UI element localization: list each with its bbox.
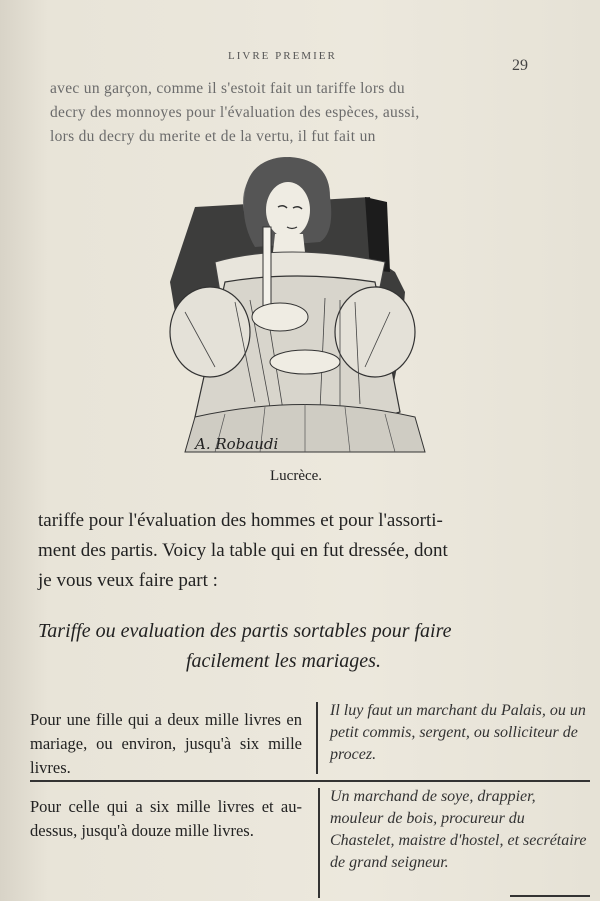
table-column-divider (316, 702, 318, 774)
lucrece-engraving (155, 152, 455, 462)
text-line: lors du decry du merite et de la vertu, il fut fait un (50, 128, 376, 145)
text-line: avec un garçon, comme il s'estoit fait un tariffe lors du (50, 80, 405, 97)
table-bottom-rule (510, 895, 590, 897)
table-cell-left: Pour celle qui a six mille livres et au-dessus, jusqu'à douze mille livres. (30, 797, 302, 840)
text-line: ment des partis. Voicy la table qui en fut dressée, dont (38, 540, 448, 561)
text-line: tariffe pour l'évaluation des hommes et pour l'assorti- (38, 510, 443, 531)
text-line: decry des monnoyes pour l'évaluation des espèces, aussi, (50, 104, 420, 121)
table-cell-left: Pour une fille qui a deux mille livres en mariage, ou environ, jusqu'à six mille livres. (30, 710, 302, 777)
table-cell-right: Un marchand de soye, drappier, mouleur de bois, procureur du Chastelet, maistre d'hostel, et secrétaire de grand seigneur. (330, 788, 587, 871)
artist-signature: A. Robaudi (195, 435, 279, 453)
table-row-divider (30, 780, 590, 782)
table-column-divider (318, 788, 320, 898)
table-title: Tariffe ou evaluation des partis sortables pour faire (38, 620, 452, 642)
page-number: 29 (512, 57, 528, 74)
table-title-line2: facilement les mariages. (186, 650, 381, 672)
text-line: je vous veux faire part : (38, 570, 218, 591)
illustration-caption: Lucrèce. (270, 468, 323, 484)
table-cell-right: Il luy faut un marchant du Palais, ou un petit commis, sergent, ou solliciteur de procez. (330, 702, 586, 763)
running-header: LIVRE PREMIER (228, 50, 337, 62)
